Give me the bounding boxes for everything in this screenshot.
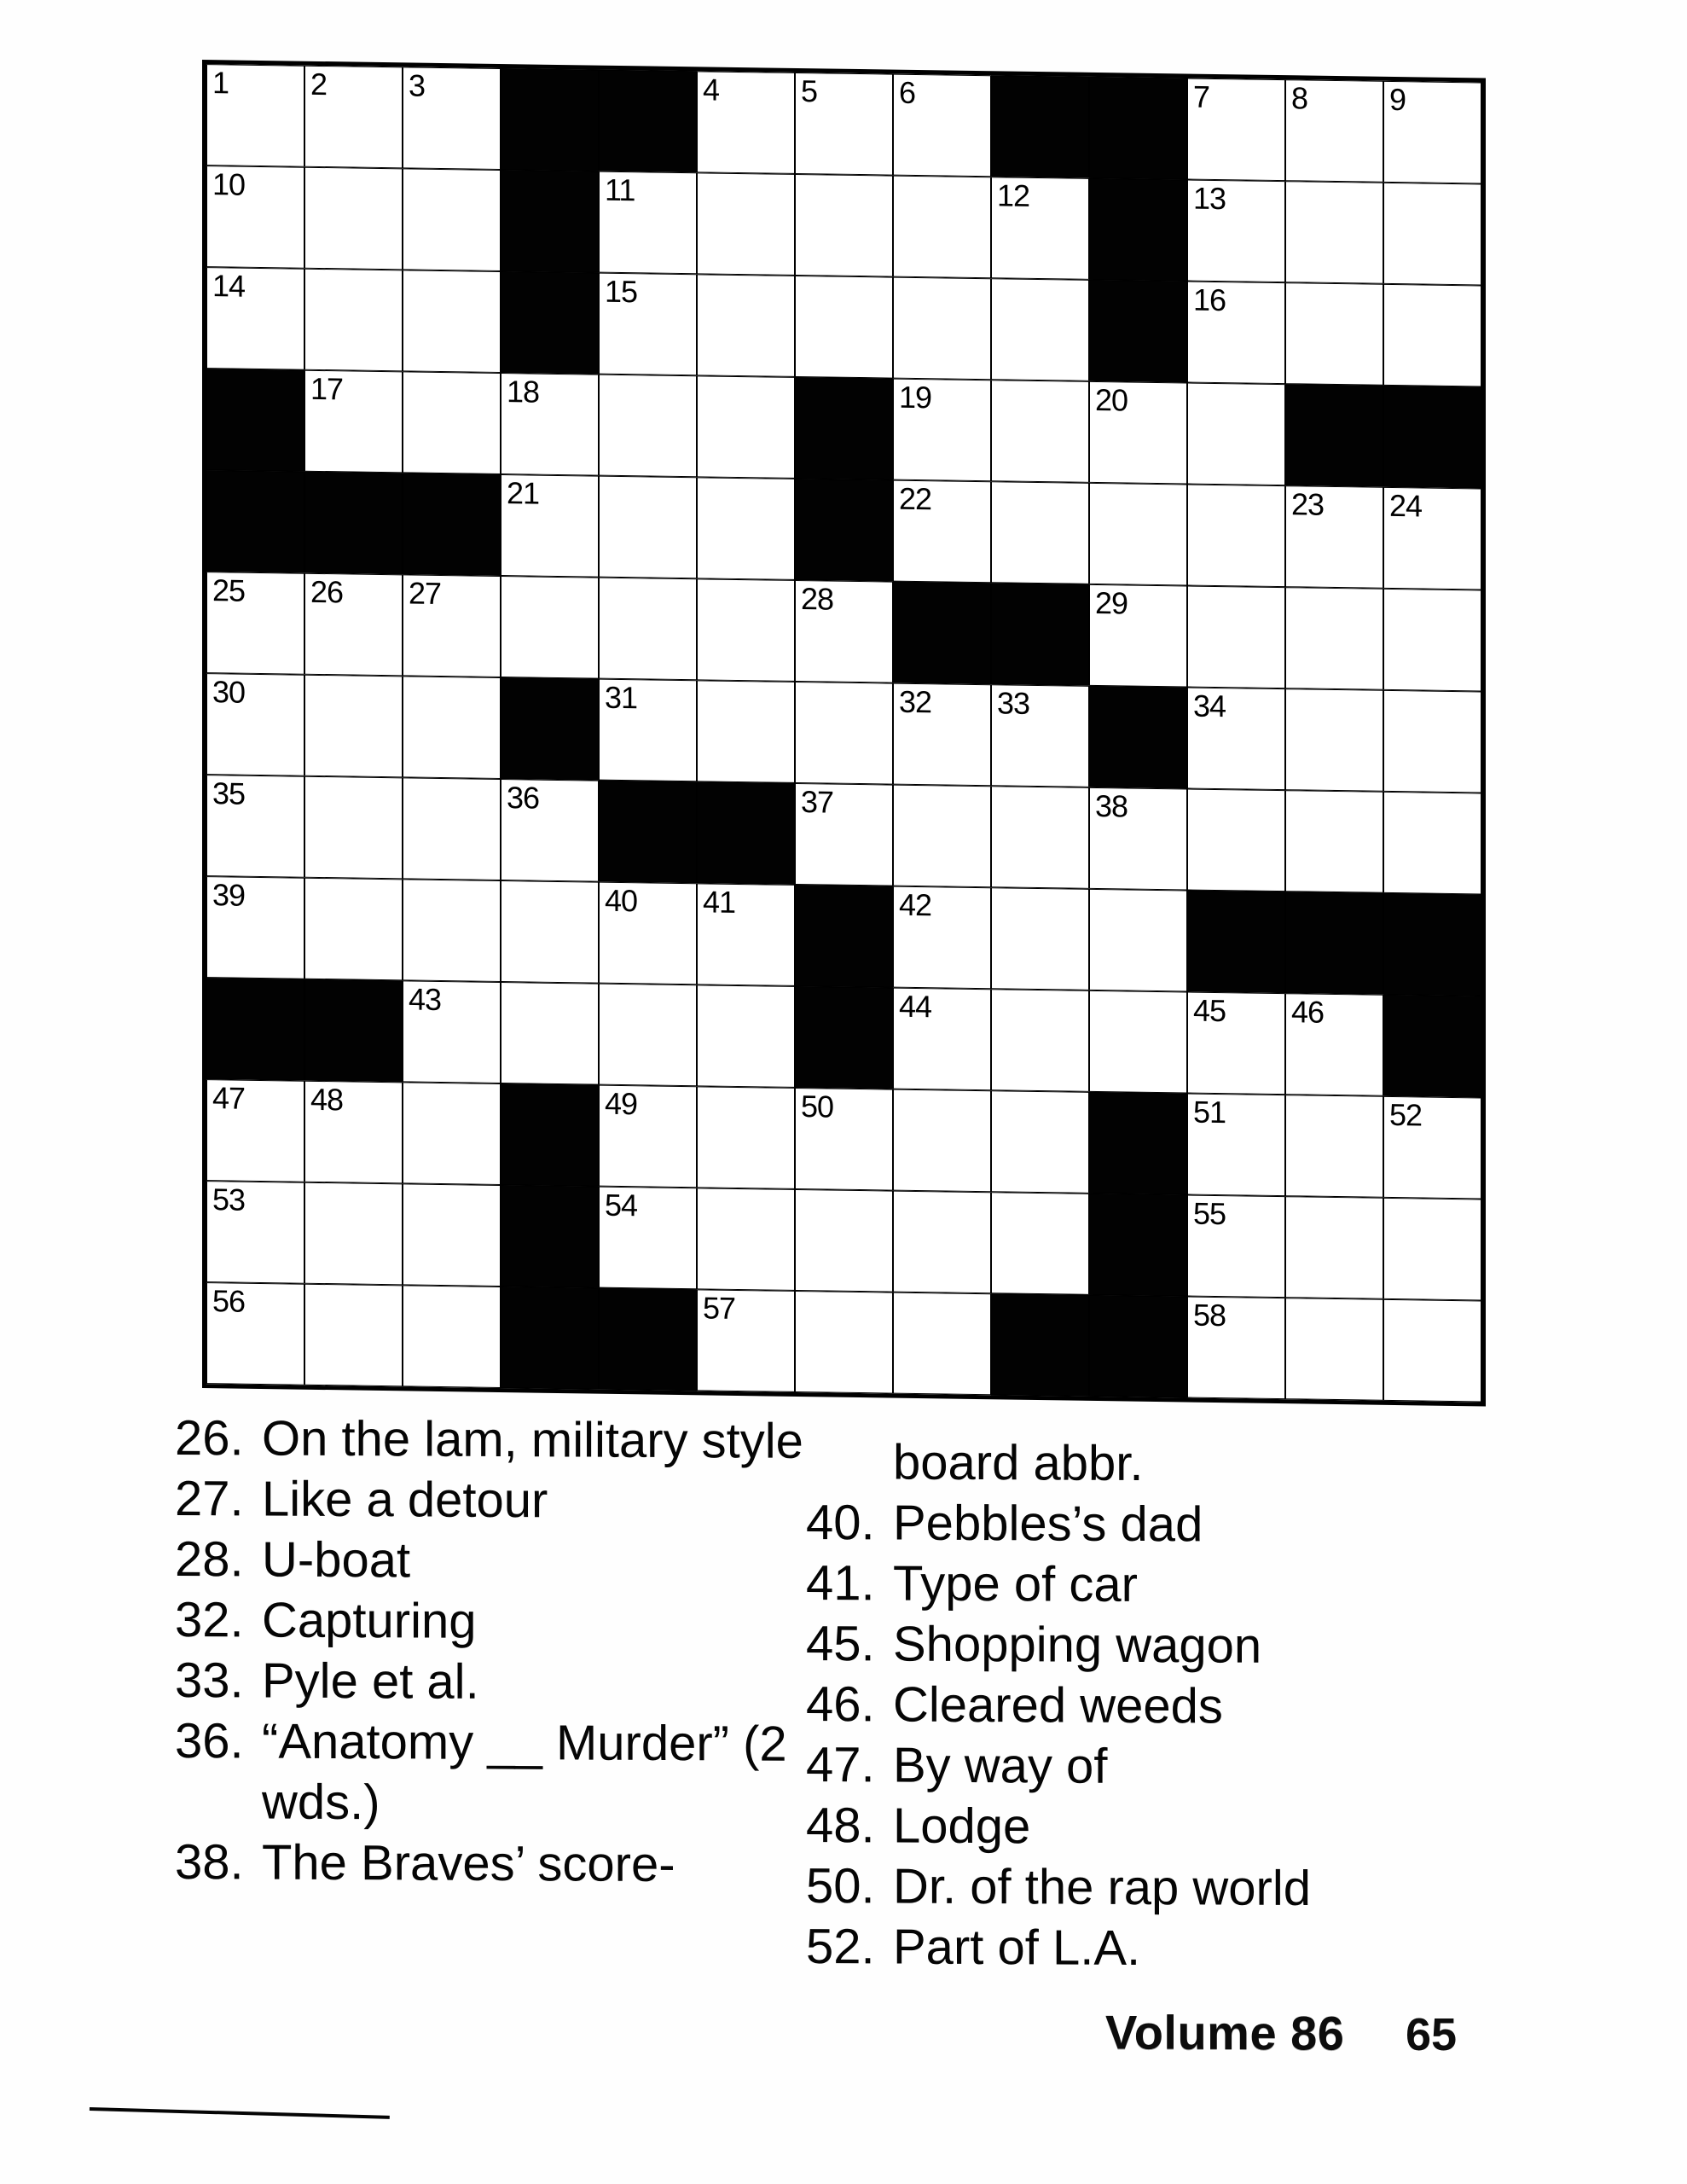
black-square: [795, 885, 893, 988]
grid-cell[interactable]: [1285, 688, 1383, 792]
clue-text: Shopping wagon: [893, 1616, 1262, 1674]
clue-text: Type of car: [893, 1555, 1138, 1613]
cell-number: 13: [1193, 180, 1226, 217]
page-number: 65: [1406, 2009, 1458, 2060]
cell-number: 41: [703, 884, 736, 920]
clue-text: Capturing: [262, 1592, 477, 1649]
grid-cell[interactable]: [1285, 79, 1383, 183]
clues-column-left: [175, 1408, 806, 1896]
grid-cell[interactable]: [1383, 589, 1481, 692]
grid-cell[interactable]: [795, 1189, 893, 1292]
cell-number: 42: [899, 886, 932, 923]
cell-number: 44: [899, 988, 932, 1025]
grid-cell[interactable]: [991, 887, 1089, 990]
clue-number: 28.: [175, 1531, 244, 1588]
cell-number: 24: [1389, 487, 1423, 524]
cell-number: 8: [1291, 80, 1308, 116]
grid-cell[interactable]: [991, 380, 1089, 483]
grid-cell[interactable]: [697, 578, 795, 682]
grid-cell[interactable]: [403, 1183, 501, 1287]
clue-text: Lodge: [893, 1798, 1031, 1855]
black-square: [991, 75, 1089, 178]
cell-number: 36: [507, 780, 540, 816]
clue-number: 38.: [175, 1834, 244, 1891]
black-square: [1383, 995, 1481, 1098]
cell-number: 10: [212, 166, 246, 202]
black-square: [697, 781, 795, 885]
cell-number: 57: [703, 1290, 736, 1326]
clue-item: [806, 1492, 1441, 1556]
clue-item: [806, 1613, 1441, 1677]
grid-cell[interactable]: [206, 775, 304, 878]
clue-text: The Braves’ score-: [262, 1834, 675, 1893]
black-square: [1089, 178, 1187, 282]
grid-cell[interactable]: [1383, 81, 1481, 184]
grid-cell[interactable]: [501, 474, 599, 578]
grid-cell[interactable]: [1089, 584, 1187, 688]
clue-number: 32.: [175, 1592, 244, 1648]
black-square: [501, 68, 599, 171]
grid-cell[interactable]: [991, 684, 1089, 787]
black-square: [206, 470, 304, 573]
grid-cell[interactable]: [697, 883, 795, 986]
grid-cell[interactable]: [697, 274, 795, 377]
grid-cell[interactable]: [304, 1182, 403, 1286]
cell-number: 34: [1193, 688, 1226, 724]
cell-number: 25: [212, 572, 246, 608]
clue-item: [175, 1589, 806, 1653]
clue-number: 50.: [806, 1858, 875, 1914]
clue-text: “Anatomy __ Murder” (2 wds.): [262, 1713, 787, 1831]
grid-cell[interactable]: [1187, 1195, 1285, 1298]
cell-number: 39: [212, 877, 246, 913]
grid-cell[interactable]: [991, 989, 1089, 1092]
grid-cell[interactable]: [697, 1289, 795, 1392]
grid-cell[interactable]: [304, 1284, 403, 1387]
divider-line: [90, 2107, 390, 2119]
cell-number: 29: [1095, 584, 1128, 621]
clue-item: [175, 1529, 806, 1593]
grid-cell[interactable]: [206, 1282, 304, 1385]
grid-cell[interactable]: [1285, 790, 1383, 893]
grid-cell[interactable]: [991, 1192, 1089, 1295]
clue-text: Dr. of the rap world: [893, 1858, 1311, 1917]
grid-cell[interactable]: [1285, 181, 1383, 284]
black-square: [206, 369, 304, 472]
clue-number: 46.: [806, 1676, 875, 1733]
clue-item: [806, 1734, 1441, 1798]
grid-cell[interactable]: [1383, 690, 1481, 793]
grid-cell[interactable]: [795, 276, 893, 379]
grid-cell[interactable]: [599, 578, 697, 681]
black-square: [599, 781, 697, 884]
grid-cell[interactable]: [1383, 1096, 1481, 1199]
clues-column-right: [806, 1432, 1441, 1980]
grid-cell[interactable]: [1383, 183, 1481, 286]
cell-number: 31: [605, 679, 638, 716]
grid-cell[interactable]: [206, 166, 304, 269]
grid-cell[interactable]: [697, 1188, 795, 1291]
cell-number: 52: [1389, 1096, 1423, 1133]
cell-number: 11: [605, 171, 635, 208]
clue-item: [175, 1468, 806, 1532]
cell-number: 53: [212, 1182, 246, 1217]
black-square: [501, 170, 599, 273]
grid-cell[interactable]: [893, 683, 991, 787]
grid-cell[interactable]: [1187, 282, 1285, 385]
grid-cell[interactable]: [1089, 381, 1187, 485]
cell-number: 55: [1193, 1195, 1226, 1232]
grid-cell[interactable]: [795, 73, 893, 176]
black-square: [1383, 893, 1481, 996]
black-square: [304, 472, 403, 575]
grid-cell[interactable]: [403, 371, 501, 474]
clue-item: [806, 1553, 1441, 1617]
cell-number: 2: [310, 66, 328, 102]
cell-number: 28: [801, 581, 834, 617]
grid-cell[interactable]: [304, 167, 403, 270]
cell-number: 51: [1193, 1094, 1226, 1130]
grid-cell[interactable]: [403, 676, 501, 779]
grid-cell[interactable]: [1285, 993, 1383, 1096]
clue-item: [806, 1916, 1441, 1980]
cell-number: 14: [212, 268, 246, 304]
grid-cell[interactable]: [697, 985, 795, 1088]
grid-cell[interactable]: [1285, 1196, 1383, 1299]
grid-cell[interactable]: [1187, 485, 1285, 588]
grid-cell[interactable]: [893, 277, 991, 380]
cell-number: 54: [605, 1187, 638, 1223]
clue-item: [806, 1674, 1441, 1738]
grid-cell[interactable]: [991, 278, 1089, 381]
cell-number: 48: [310, 1081, 344, 1118]
grid-cell[interactable]: [403, 777, 501, 880]
black-square: [795, 986, 893, 1089]
black-square: [501, 1083, 599, 1187]
grid-cell[interactable]: [795, 580, 893, 683]
grid-cell[interactable]: [1285, 587, 1383, 690]
black-square: [501, 1287, 599, 1390]
cell-number: 16: [1193, 282, 1226, 318]
grid-cell[interactable]: [206, 876, 304, 979]
grid-cell[interactable]: [1187, 992, 1285, 1095]
grid-cell[interactable]: [1187, 383, 1285, 486]
grid-cell[interactable]: [403, 1082, 501, 1185]
black-square: [501, 677, 599, 781]
cell-number: 27: [409, 575, 442, 612]
cell-number: 40: [605, 882, 638, 919]
grid-cell[interactable]: [1089, 990, 1187, 1094]
clue-text: Part of L.A.: [893, 1919, 1141, 1977]
clue-number: 40.: [806, 1495, 875, 1551]
clue-number: 52.: [806, 1919, 875, 1975]
clue-number: 47.: [806, 1737, 875, 1793]
grid-cell[interactable]: [206, 1181, 304, 1284]
grid-cell[interactable]: [304, 269, 403, 372]
cell-number: 43: [409, 981, 442, 1018]
black-square: [1285, 892, 1383, 995]
grid-cell[interactable]: [1383, 1198, 1481, 1301]
black-square: [1089, 77, 1187, 180]
clue-number: 48.: [806, 1798, 875, 1854]
grid-cell[interactable]: [697, 477, 795, 580]
clue-number: 33.: [175, 1653, 244, 1709]
grid-cell[interactable]: [893, 1292, 991, 1396]
cell-number: 35: [212, 775, 246, 811]
clue-item: [806, 1432, 1441, 1496]
grid-cell[interactable]: [991, 177, 1089, 280]
grid-cell[interactable]: [403, 980, 501, 1083]
grid-cell[interactable]: [304, 776, 403, 880]
grid-cell[interactable]: [1187, 180, 1285, 283]
grid-cell[interactable]: [893, 886, 991, 990]
grid-cell[interactable]: [795, 783, 893, 886]
grid-cell[interactable]: [304, 370, 403, 473]
grid-cell[interactable]: [403, 879, 501, 982]
grid-cell[interactable]: [304, 675, 403, 778]
cell-number: 32: [899, 683, 932, 720]
black-square: [1089, 1194, 1187, 1297]
clue-number: 26.: [175, 1410, 244, 1467]
black-square: [893, 582, 991, 685]
grid-cell[interactable]: [1383, 487, 1481, 590]
cell-number: 1: [212, 65, 229, 101]
cell-number: 3: [409, 67, 426, 103]
cell-number: 50: [801, 1089, 834, 1124]
grid-cell[interactable]: [991, 481, 1089, 584]
clue-text: U-boat: [262, 1531, 411, 1589]
grid-cell[interactable]: [206, 267, 304, 370]
cell-number: 15: [605, 273, 638, 310]
black-square: [599, 70, 697, 173]
grid-cell[interactable]: [893, 1191, 991, 1294]
cell-number: 47: [212, 1080, 246, 1116]
black-square: [1089, 1295, 1187, 1398]
black-square: [501, 1185, 599, 1288]
grid-cell[interactable]: [893, 379, 991, 482]
black-square: [1383, 386, 1481, 489]
grid-cell[interactable]: [501, 373, 599, 476]
cell-number: 18: [507, 374, 540, 410]
black-square: [304, 979, 403, 1083]
black-square: [599, 1288, 697, 1391]
grid-cell[interactable]: [501, 880, 599, 984]
clue-item: [175, 1650, 806, 1714]
cell-number: 45: [1193, 992, 1226, 1029]
grid-cell[interactable]: [1089, 787, 1187, 891]
clue-text: Like a detour: [262, 1471, 548, 1529]
grid-cell[interactable]: [599, 1085, 697, 1188]
black-square: [991, 583, 1089, 686]
grid-cell[interactable]: [1089, 889, 1187, 992]
grid-cell[interactable]: [697, 375, 795, 479]
grid-cell[interactable]: [206, 572, 304, 675]
grid-cell[interactable]: [599, 679, 697, 782]
grid-cell[interactable]: [1285, 282, 1383, 386]
clue-item: [806, 1856, 1441, 1920]
clue-number: 27.: [175, 1471, 244, 1527]
cell-number: 30: [212, 674, 246, 710]
grid-cell[interactable]: [1187, 688, 1285, 791]
cell-number: 22: [899, 480, 932, 517]
cell-number: 21: [507, 475, 540, 511]
cell-number: 6: [899, 74, 916, 110]
grid-cell[interactable]: [1187, 1297, 1285, 1400]
grid-cell[interactable]: [893, 1089, 991, 1193]
cell-number: 17: [310, 370, 344, 407]
black-square: [206, 978, 304, 1081]
grid-cell[interactable]: [795, 1291, 893, 1394]
grid-cell[interactable]: [893, 74, 991, 177]
grid-cell[interactable]: [501, 982, 599, 1085]
crossword-grid: [202, 60, 1486, 1407]
clue-item: [175, 1408, 806, 1472]
grid-cell[interactable]: [1187, 1094, 1285, 1197]
clue-item: [175, 1832, 806, 1896]
grid-cell[interactable]: [206, 64, 304, 167]
cell-number: 20: [1095, 381, 1128, 418]
grid-cell[interactable]: [599, 476, 697, 579]
grid-cell[interactable]: [304, 1081, 403, 1184]
grid-cell[interactable]: [893, 988, 991, 1091]
cell-number: 33: [997, 685, 1030, 721]
clue-number: 36.: [175, 1713, 244, 1769]
clue-text: Cleared weeds: [893, 1676, 1223, 1734]
grid-cell[interactable]: [795, 1088, 893, 1191]
grid-cell[interactable]: [795, 174, 893, 277]
grid-cell[interactable]: [1383, 284, 1481, 387]
clue-text: Pyle et al.: [262, 1653, 479, 1710]
cell-number: 49: [605, 1085, 638, 1122]
grid-cell[interactable]: [599, 375, 697, 478]
black-square: [1285, 384, 1383, 487]
grid-cell[interactable]: [1383, 792, 1481, 895]
grid-cell[interactable]: [206, 673, 304, 776]
grid-cell[interactable]: [1383, 1299, 1481, 1403]
grid-cell[interactable]: [697, 172, 795, 276]
black-square: [403, 473, 501, 576]
cell-number: 26: [310, 573, 344, 610]
clue-text: Pebbles’s dad: [893, 1495, 1203, 1553]
grid-cell[interactable]: [1089, 483, 1187, 586]
grid-cell[interactable]: [403, 168, 501, 271]
clue-text: On the lam, military style: [262, 1410, 803, 1469]
cell-number: 46: [1291, 994, 1325, 1030]
grid-cell[interactable]: [599, 1187, 697, 1290]
clue-text: By way of: [893, 1737, 1108, 1794]
grid-cell[interactable]: [697, 71, 795, 174]
grid-cell[interactable]: [1187, 78, 1285, 182]
grid-cell[interactable]: [599, 273, 697, 376]
cell-number: 7: [1193, 78, 1210, 114]
grid-cell[interactable]: [599, 171, 697, 275]
grid-cell[interactable]: [403, 574, 501, 677]
grid-cell[interactable]: [501, 779, 599, 882]
grid-cell[interactable]: [501, 576, 599, 679]
clue-number: 41.: [806, 1555, 875, 1612]
grid-cell[interactable]: [403, 1285, 501, 1388]
grid-cell[interactable]: [697, 1086, 795, 1189]
grid-cell[interactable]: [991, 1090, 1089, 1194]
clue-item: [175, 1711, 806, 1835]
volume-label: Volume 86: [1105, 2005, 1345, 2060]
black-square: [1089, 686, 1187, 789]
cell-number: 12: [997, 177, 1030, 213]
grid-cell[interactable]: [403, 270, 501, 373]
black-square: [501, 271, 599, 375]
grid-cell[interactable]: [599, 984, 697, 1087]
grid-cell[interactable]: [1285, 1095, 1383, 1198]
black-square: [795, 377, 893, 480]
grid-cell[interactable]: [893, 785, 991, 888]
cell-number: 58: [1193, 1297, 1226, 1333]
grid-cell[interactable]: [1187, 586, 1285, 689]
grid-cell[interactable]: [893, 176, 991, 279]
cell-number: 19: [899, 379, 932, 415]
grid-cell[interactable]: [795, 682, 893, 785]
cell-number: 23: [1291, 486, 1325, 522]
black-square: [1089, 280, 1187, 383]
clue-number: 45.: [806, 1616, 875, 1672]
grid-cell[interactable]: [991, 786, 1089, 889]
cell-number: 5: [801, 73, 818, 109]
black-square: [1089, 1092, 1187, 1195]
cell-number: 4: [703, 72, 720, 107]
clue-text: board abbr.: [893, 1434, 1144, 1492]
grid-cell[interactable]: [304, 66, 403, 169]
cell-number: 56: [212, 1283, 246, 1319]
grid-cell[interactable]: [1285, 1298, 1383, 1401]
clue-item: [806, 1795, 1441, 1859]
grid-cell[interactable]: [1187, 789, 1285, 892]
black-square: [991, 1293, 1089, 1397]
grid-cell[interactable]: [304, 573, 403, 677]
grid-cell[interactable]: [1285, 485, 1383, 589]
black-square: [1187, 891, 1285, 994]
grid-cell[interactable]: [403, 67, 501, 170]
black-square: [795, 479, 893, 582]
grid-cell[interactable]: [206, 1079, 304, 1182]
grid-cell[interactable]: [599, 882, 697, 985]
grid-cell[interactable]: [304, 878, 403, 981]
cell-number: 9: [1389, 81, 1406, 118]
cell-number: 37: [801, 784, 834, 820]
grid-cell[interactable]: [893, 480, 991, 584]
cell-number: 38: [1095, 787, 1128, 824]
grid-cell[interactable]: [697, 680, 795, 783]
